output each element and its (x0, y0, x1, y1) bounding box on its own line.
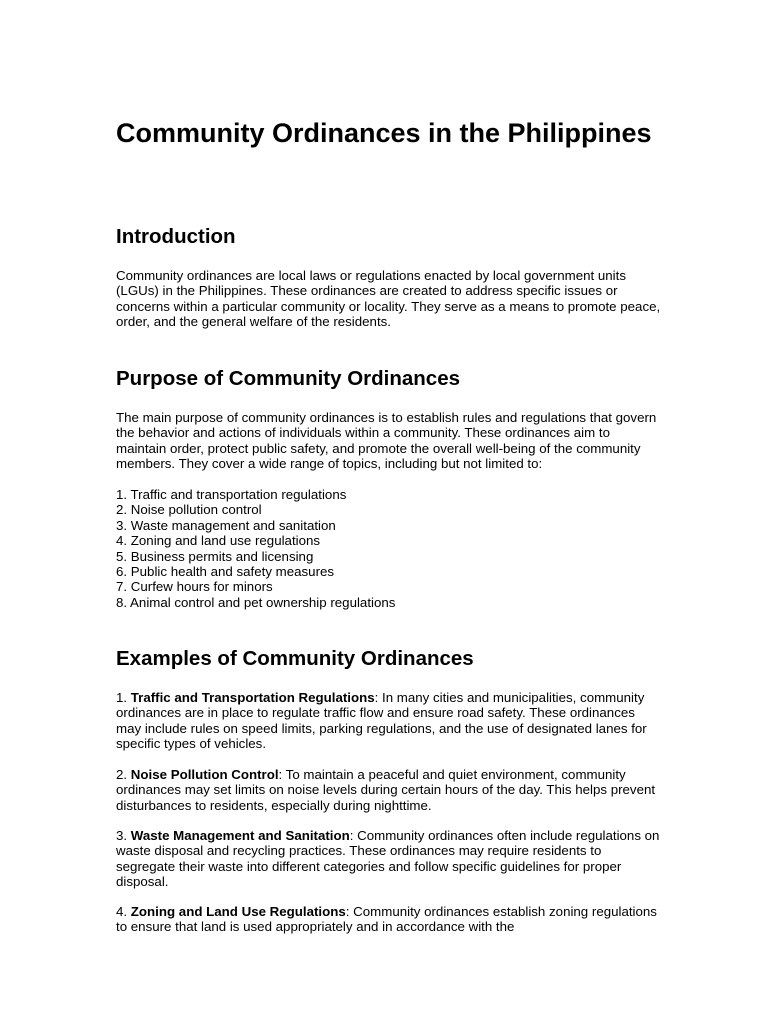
example-zoning (116, 904, 661, 935)
example-number: 1. (116, 690, 131, 705)
example-number: 3. (116, 828, 131, 843)
example-noise (116, 767, 661, 813)
heading-purpose: Purpose of Community Ordinances (116, 367, 460, 390)
document-title: Community Ordinances in the Philippines (116, 118, 652, 148)
list-item: 3. Waste management and sanitation (116, 517, 336, 533)
list-item: 4. Zoning and land use regulations (116, 533, 321, 549)
example-text: : In many cities and municipalities, community ordinances are in place to regulate traffic flow and ensure road safety. These ordinances may include rules on speed limits, parking regulations, and the use of designated lanes for specific types of vehicles. (116, 690, 647, 752)
paragraph-introduction: Community ordinances are local laws or regulations enacted by local government units (LGUs) in the Philippines. These ordinances are created to address specific issues or concerns within a particular community or locality. They serve as a means to promote peace, order, and the general welfare of the residents. (116, 268, 661, 330)
example-number: 4. (116, 904, 131, 919)
list-item: 8. Animal control and pet ownership regulations (116, 594, 396, 610)
example-term: Noise Pollution Control (130, 767, 279, 782)
example-number: 2. (116, 767, 131, 782)
example-traffic (116, 690, 661, 752)
list-item: 7. Curfew hours for minors (116, 579, 273, 595)
heading-examples: Examples of Community Ordinances (116, 647, 474, 670)
list-item: 2. Noise pollution control (116, 502, 262, 518)
example-waste (116, 828, 661, 890)
purpose-topic-list (116, 487, 661, 610)
example-term: Waste Management and Sanitation (130, 828, 350, 843)
heading-introduction: Introduction (116, 225, 236, 248)
list-item: 6. Public health and safety measures (116, 564, 335, 580)
list-item: 5. Business permits and licensing (116, 548, 314, 564)
example-text: : Community ordinances establish zoning regulations to ensure that land is used appropriately and in accordance with the (116, 904, 657, 935)
example-term: Zoning and Land Use Regulations (130, 904, 346, 919)
paragraph-purpose: The main purpose of community ordinances is to establish rules and regulations that govern the behavior and actions of individuals within a community. These ordinances aim to maintain order, protect public safety, and promote the overall well-being of the community members. They cover a wide range of topics, including but not limited to: (116, 410, 657, 472)
example-text: : To maintain a peaceful and quiet environment, community ordinances may set limits on noise levels during certain hours of the day. This helps prevent disturbances to residents, especially during nighttime. (116, 767, 656, 813)
example-text: : Community ordinances often include regulations on waste disposal and recycling practices. These ordinances may require residents to segregate their waste into different categories and follow specific guidelines for proper disposal. (116, 828, 660, 890)
example-term: Traffic and Transportation Regulations (130, 690, 375, 705)
list-item: 1. Traffic and transportation regulations (116, 487, 347, 502)
